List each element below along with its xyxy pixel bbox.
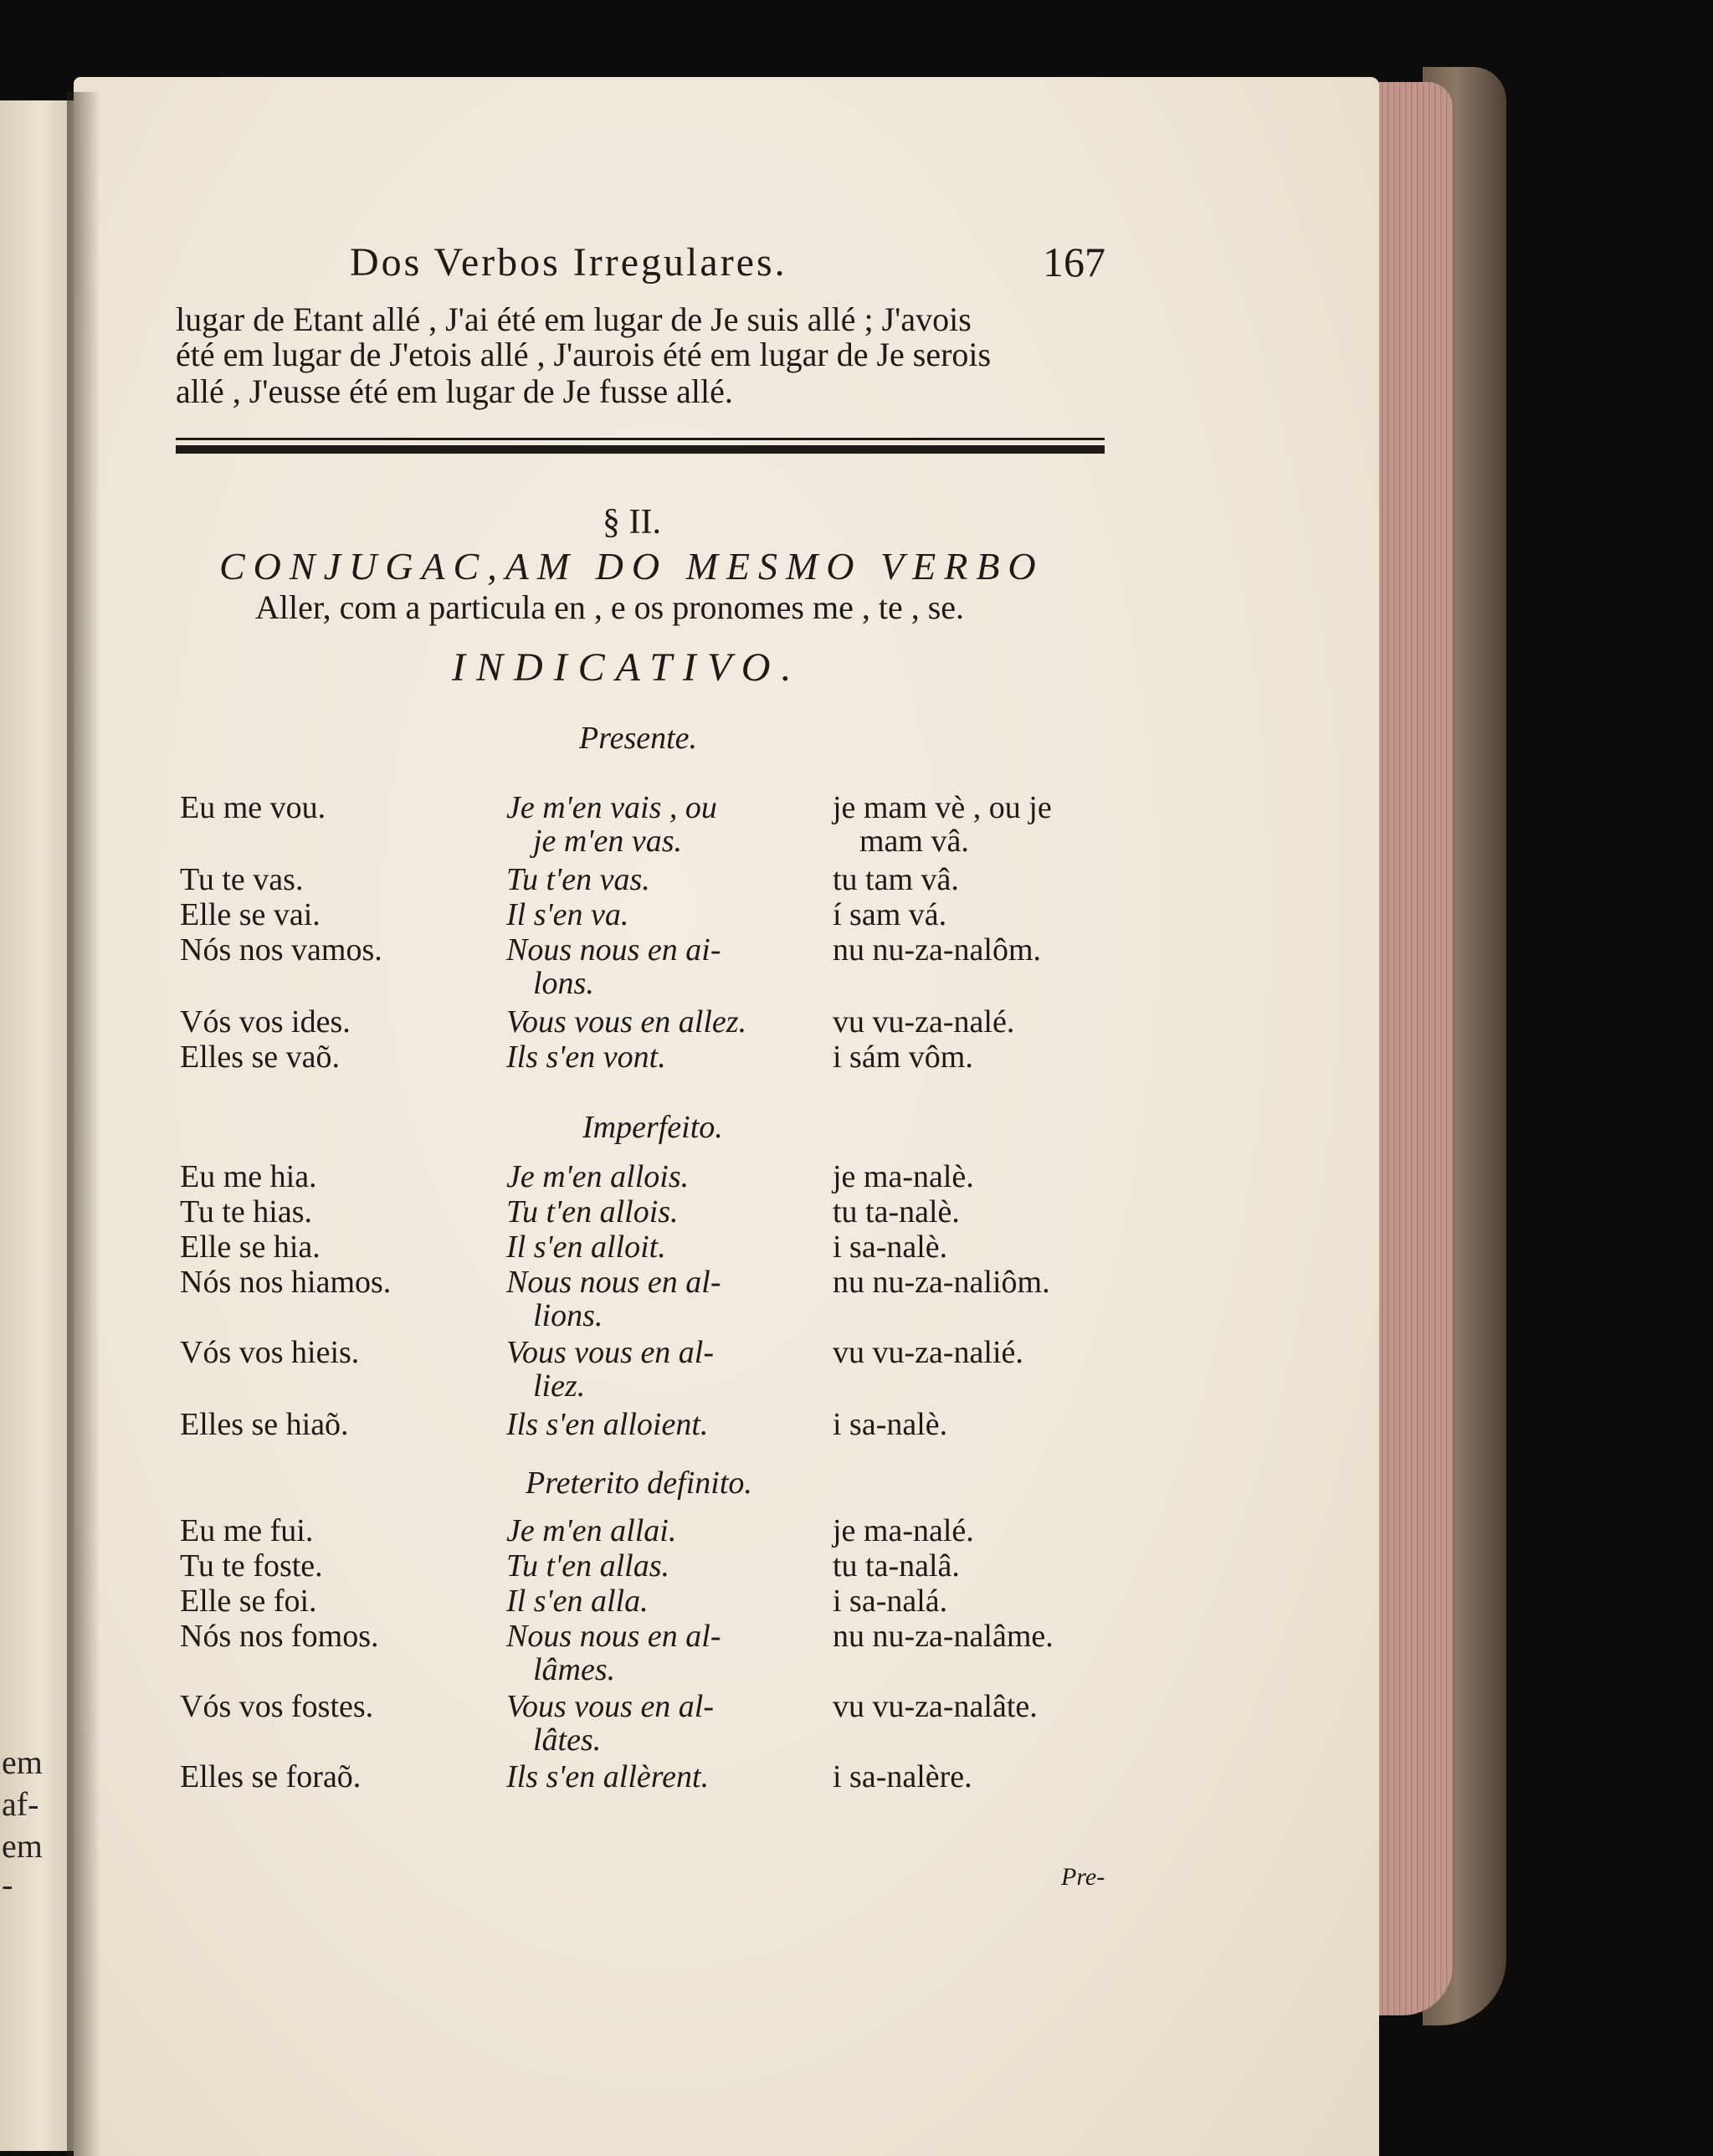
pronunciation-form: je ma-nalè. [833,1159,974,1194]
left-page-fragment: em [2,1827,43,1865]
pronunciation-form: je ma-nalé. [833,1513,974,1548]
french-form: lons. [533,966,594,1001]
left-page-fragment: af- [2,1785,39,1823]
pronunciation-form: i sa-nalè. [833,1229,948,1265]
french-form: Vous vous en al- [506,1689,715,1724]
french-form: Tu t'en vas. [506,862,650,897]
french-form: Il s'en alloit. [506,1229,666,1265]
french-form: lions. [533,1298,603,1333]
portuguese-form: Elle se foi. [180,1584,317,1619]
portuguese-form: Nós nos vamos. [180,932,382,968]
pronunciation-form: vu vu-za-nalié. [833,1335,1023,1370]
portuguese-form: Vós vos ides. [180,1004,351,1040]
french-form: lâtes. [533,1722,602,1758]
running-title: Dos Verbos Irregulares. [350,240,787,285]
pronunciation-form: nu nu-za-nalôm. [833,932,1042,968]
tense-heading: Imperfeito. [582,1110,723,1145]
portuguese-form: Elles se foraõ. [180,1759,362,1794]
page-number: 167 [1043,239,1105,285]
portuguese-form: Elle se hia. [180,1229,321,1265]
french-form: Ils s'en alloient. [506,1407,709,1442]
french-form: Il s'en alla. [506,1584,649,1619]
portuguese-form: Eu me vou. [180,790,326,825]
section-subheading: Aller, com a particula en , e os pronomes me , te , se. [255,588,965,626]
portuguese-form: Vós vos hieis. [180,1335,360,1370]
portuguese-form: Eu me hia. [180,1159,317,1194]
french-form: liez. [533,1368,586,1404]
portuguese-form: Vós vos fostes. [180,1689,374,1724]
portuguese-form: Elles se hiaõ. [180,1407,349,1442]
tense-heading: Preterito definito. [526,1466,752,1501]
mood-heading: INDICATIVO. [452,645,803,690]
left-page-fragment: - [2,1866,13,1903]
french-form: je m'en vas. [533,824,683,859]
pronunciation-form: i sám vôm. [833,1040,973,1075]
pronunciation-form: vu vu-za-nalé. [833,1004,1015,1040]
catchword: Pre- [1061,1863,1105,1891]
intro-line: lugar de Etant allé , J'ai été em lugar de Je suis allé ; J'avois [176,300,972,338]
french-form: Il s'en va. [506,897,629,932]
pronunciation-form: i sa-nalè. [833,1407,948,1442]
left-page-fragment: em [2,1743,43,1781]
pronunciation-form: tu ta-nalè. [833,1194,960,1229]
portuguese-form: Elle se vai. [180,897,321,932]
pronunciation-form: í sam vá. [833,897,947,932]
pronunciation-form: vu vu-za-nalâte. [833,1689,1038,1724]
french-form: Tu t'en allois. [506,1194,679,1229]
pronunciation-form: nu nu-za-nalâme. [833,1619,1054,1654]
section-heading: CONJUGAC,AM DO MESMO VERBO [219,545,1044,588]
french-form: Ils s'en allèrent. [506,1759,710,1794]
french-form: Je m'en allai. [506,1513,677,1548]
french-form: Nous nous en al- [506,1265,721,1300]
pronunciation-form: mam vâ. [859,824,969,859]
pronunciation-form: i sa-nalá. [833,1584,948,1619]
divider-rule [176,445,1105,454]
portuguese-form: Tu te foste. [180,1548,323,1584]
intro-line: été em lugar de J'etois allé , J'aurois été em lugar de Je serois [176,336,992,373]
french-form: Je m'en vais , ou [506,790,717,825]
french-form: Vous vous en allez. [506,1004,747,1040]
french-form: Ils s'en vont. [506,1040,666,1075]
pronunciation-form: tu ta-nalâ. [833,1548,960,1584]
intro-line: allé , J'eusse été em lugar de Je fusse allé. [176,372,733,410]
portuguese-form: Eu me fui. [180,1513,314,1548]
section-mark: § II. [603,503,661,542]
french-form: Nous nous en al- [506,1619,721,1654]
french-form: Nous nous en ai- [506,932,721,968]
divider-thin [176,438,1105,440]
portuguese-form: Elles se vaõ. [180,1040,341,1075]
portuguese-form: Nós nos hiamos. [180,1265,392,1300]
left-page [0,100,77,2151]
portuguese-form: Tu te vas. [180,862,304,897]
portuguese-form: Tu te hias. [180,1194,313,1229]
french-form: lâmes. [533,1652,616,1687]
gutter-shadow [67,92,100,2156]
tense-heading: Presente. [579,721,698,756]
french-form: Je m'en allois. [506,1159,690,1194]
portuguese-form: Nós nos fomos. [180,1619,379,1654]
pronunciation-form: tu tam vâ. [833,862,959,897]
french-form: Tu t'en allas. [506,1548,669,1584]
pronunciation-form: je mam vè , ou je [833,790,1052,825]
french-form: Vous vous en al- [506,1335,715,1370]
pronunciation-form: i sa-nalère. [833,1759,972,1794]
pronunciation-form: nu nu-za-naliôm. [833,1265,1050,1300]
